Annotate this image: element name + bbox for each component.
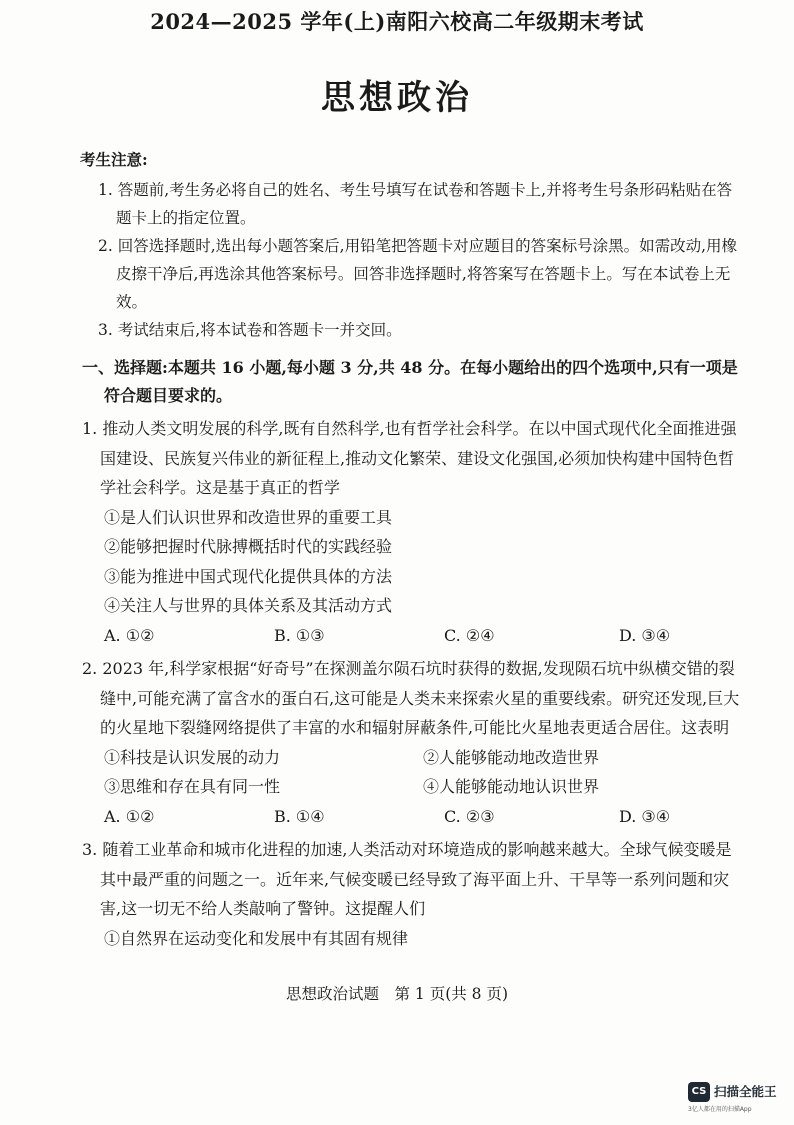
question-stem: 2. 2023 年,科学家根据“好奇号”在探测盖尔陨石坑时获得的数据,发现陨石坑中纵横交错的裂缝中,可能充满了富含水的蛋白石,这可能是人类未来探索火星的重要线索。研究还发现,巨大的火星地下裂缝网络提供了丰富的水和辐射屏蔽条件,可能比火星地表更适合居住。这表明 <box>82 659 740 737</box>
notice-heading: 考生注意: <box>80 150 148 169</box>
exam-title: 2024—2025 学年(上)南阳六校高二年级期末考试 <box>150 9 644 34</box>
page-footer: 思想政治试题 第 1 页(共 8 页) <box>285 985 509 1003</box>
answer-choices <box>82 802 742 832</box>
scanner-tagline: 3亿人都在用的扫描App <box>688 1106 752 1113</box>
question-stem: 1. 推动人类文明发展的科学,既有自然科学,也有哲学社会科学。在以中国式现代化全面推进强国建设、民族复兴伟业的新征程上,推动文化繁荣、建设文化强国,必须加快构建中国特色哲学社会科学。这是基于真正的哲学 <box>82 419 737 497</box>
notice-item: 2. 回答选择题时,选出每小题答案后,用铅笔把答题卡对应题目的答案标号涂黑。如需改动,用橡皮擦干净后,再选涂其他答案标号。回答非选择题时,将答案写在答题卡上。写在本试卷上无效。 <box>98 237 737 311</box>
question-option: ②人能够能动地改造世界 <box>423 747 600 767</box>
scanner-watermark <box>688 1080 788 1116</box>
answer-choice-a: A. ①② <box>104 625 155 645</box>
question-3 <box>82 835 742 953</box>
question-option: ④关注人与世界的具体关系及其活动方式 <box>104 596 393 615</box>
answer-choice-d: D. ③④ <box>619 625 671 645</box>
answer-choice-c: C. ②③ <box>444 806 495 826</box>
answer-choices <box>82 621 742 651</box>
notice-block <box>80 146 740 344</box>
section-heading: 一、选择题:本题共 16 小题,每小题 3 分,共 48 分。在每小题给出的四个选项中,只有一项是符合题目要求的。 <box>82 358 738 405</box>
scanner-logo-icon: CS <box>688 1082 710 1102</box>
answer-choice-a: A. ①② <box>104 806 155 826</box>
scanner-name: 扫描全能王 <box>714 1084 777 1099</box>
question-stem: 3. 随着工业革命和城市化进程的加速,人类活动对环境造成的影响越来越大。全球气候变暖是其中最严重的问题之一。近年来,气候变暖已经导致了海平面上升、干旱等一系列问题和灾害,这一切无不给人类敲响了警钟。这提醒人们 <box>82 840 732 918</box>
notice-item: 3. 考试结束后,将本试卷和答题卡一并交回。 <box>98 321 402 339</box>
question-option: ④人能够能动地认识世界 <box>423 777 600 796</box>
question-options <box>82 743 742 802</box>
notice-item: 1. 答题前,考生务必将自己的姓名、考生号填写在试卷和答题卡上,并将考生号条形码粘贴在答题卡上的指定位置。 <box>98 181 733 227</box>
subject-title: 思想政治 <box>321 78 473 118</box>
answer-choice-d: D. ③④ <box>619 806 671 826</box>
question-option: ①自然界在运动变化和发展中有其固有规律 <box>104 928 409 948</box>
question-option: ③思维和存在具有同一性 <box>104 777 281 796</box>
question-option: ③能为推进中国式现代化提供具体的方法 <box>104 566 393 586</box>
answer-choice-b: B. ①④ <box>274 806 325 826</box>
question-option: ②能够把握时代脉搏概括时代的实践经验 <box>104 537 393 556</box>
multiple-choice-section <box>82 354 742 953</box>
question-option: ①科技是认识发展的动力 <box>104 747 281 767</box>
answer-choice-b: B. ①③ <box>274 625 325 645</box>
question-2 <box>82 654 742 831</box>
question-1 <box>82 414 742 650</box>
question-option: ①是人们认识世界和改造世界的重要工具 <box>104 507 393 527</box>
answer-choice-c: C. ②④ <box>444 625 495 645</box>
